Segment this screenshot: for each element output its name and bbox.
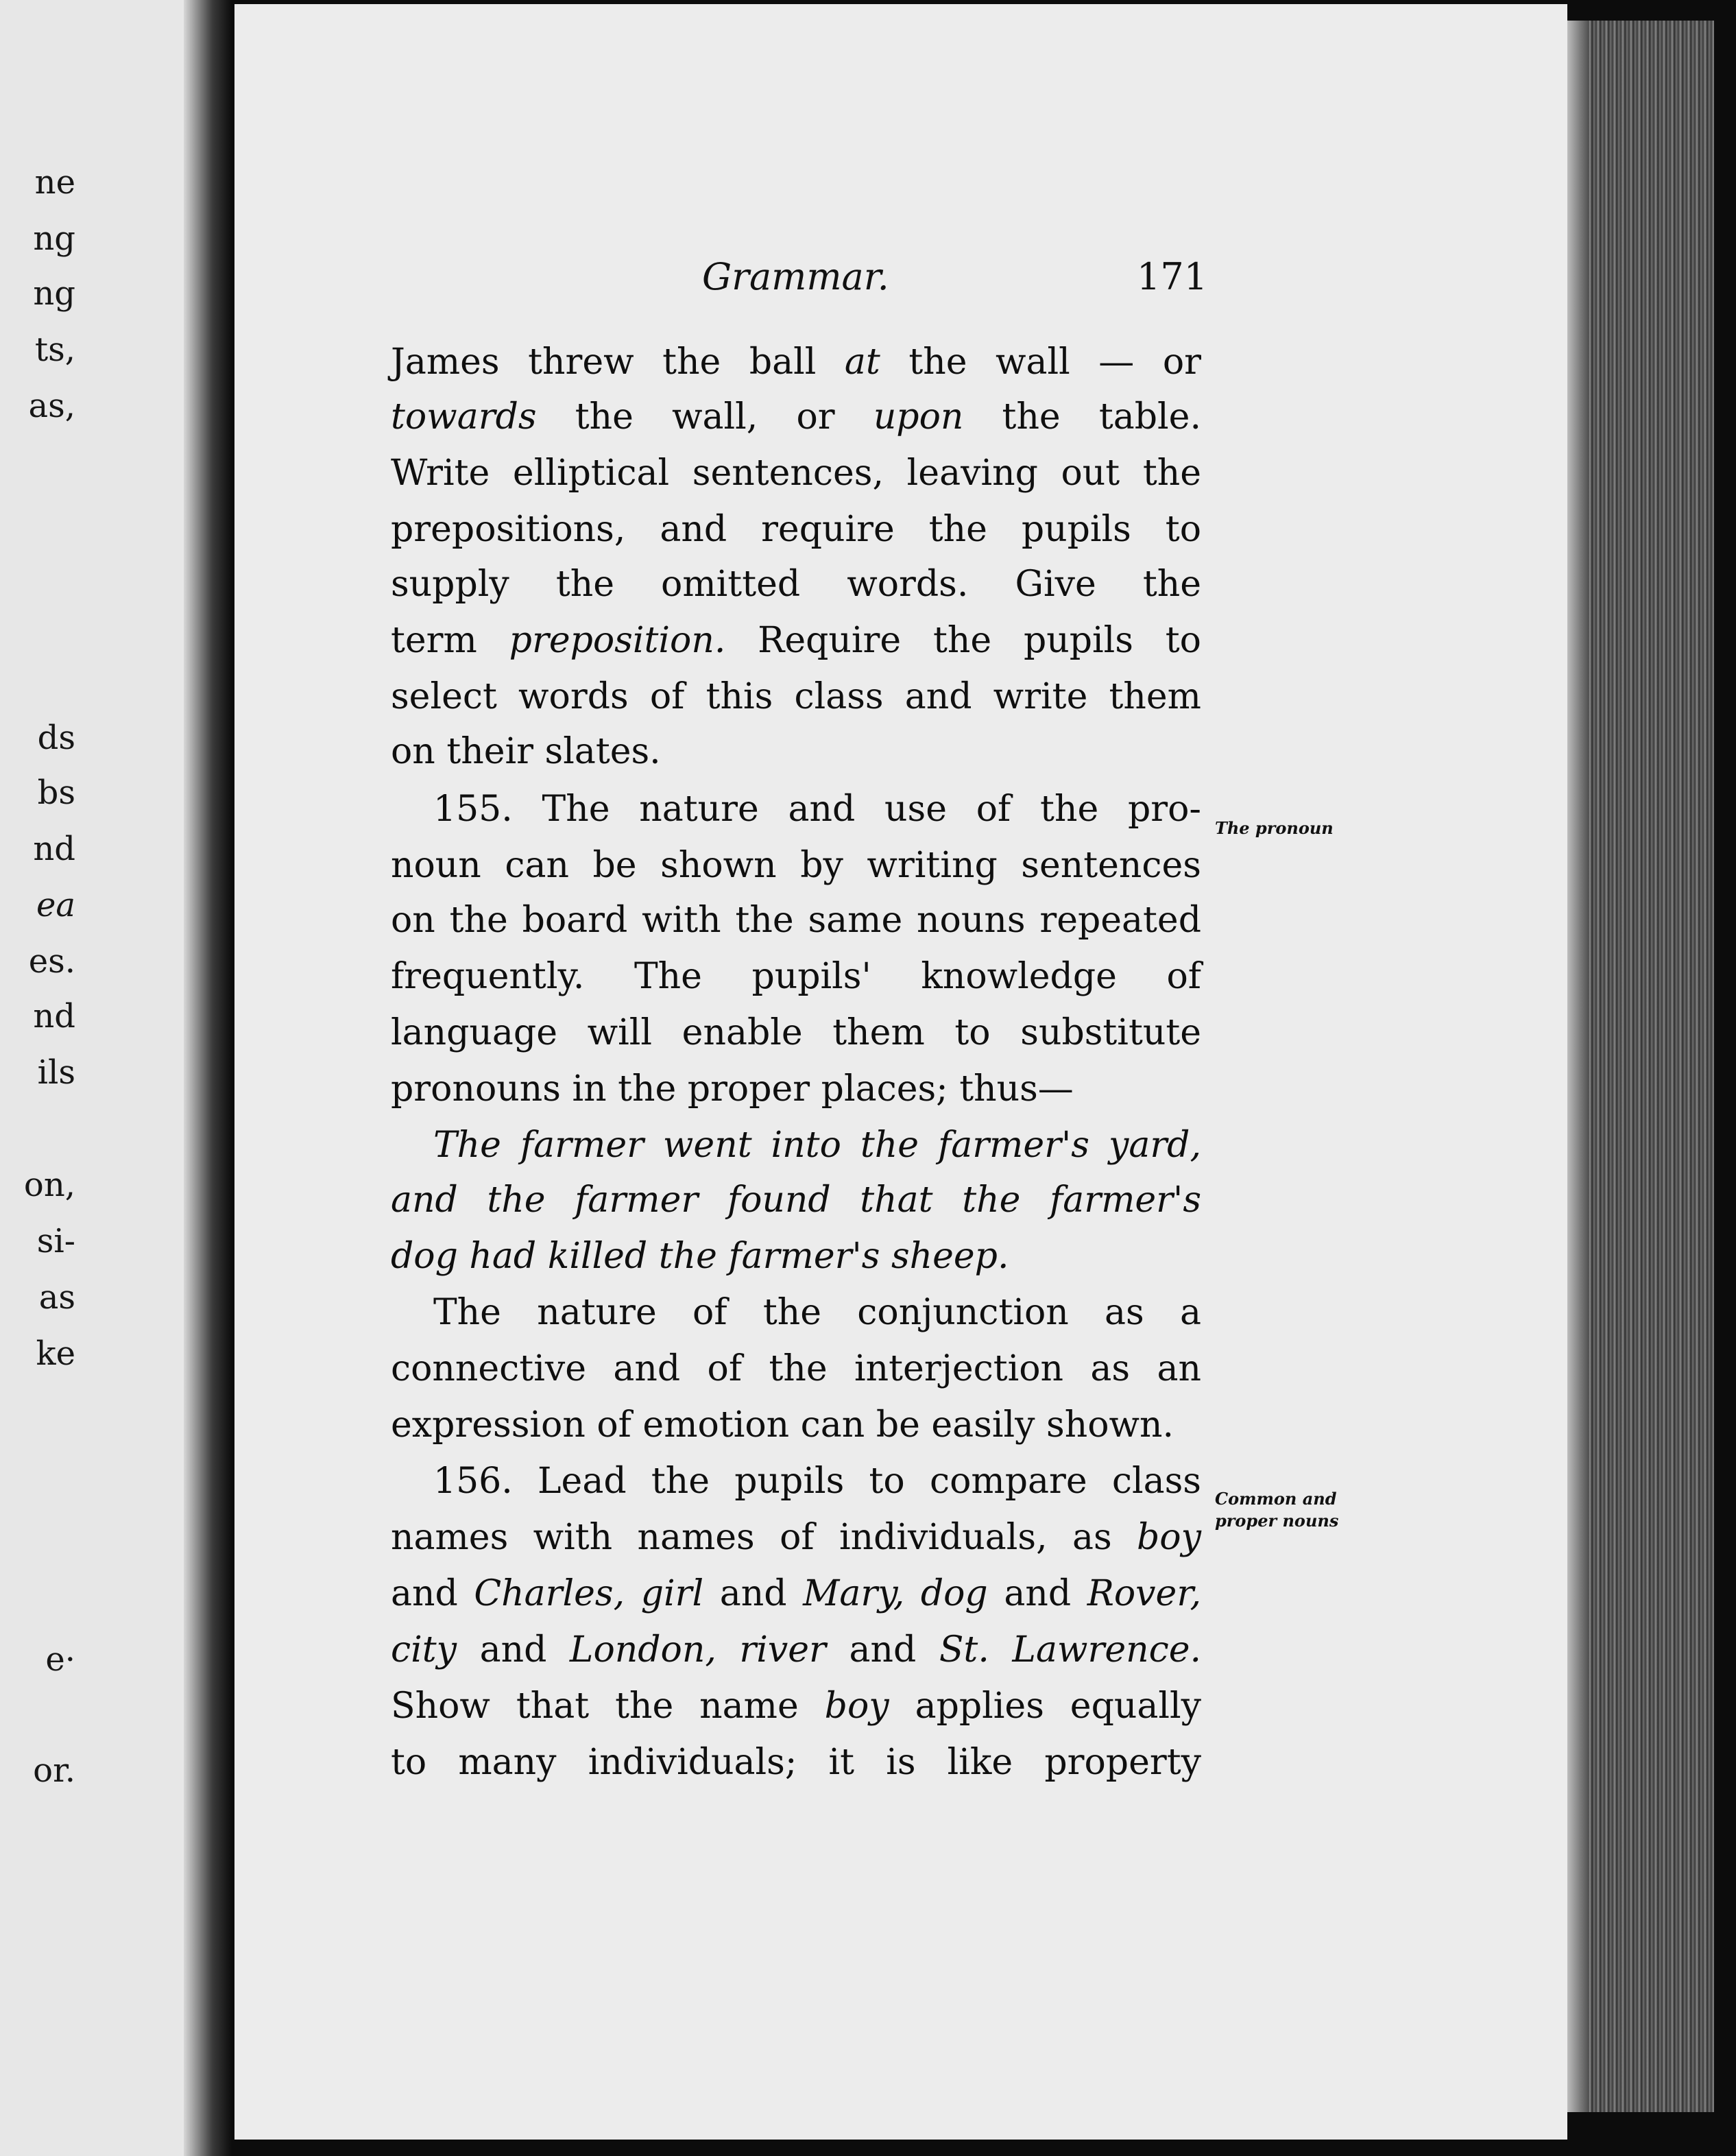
- left-fragment: ts,: [34, 331, 75, 369]
- book-gutter: [184, 0, 232, 2156]
- left-fragment: es.: [28, 942, 75, 981]
- left-fragment: si-: [36, 1222, 75, 1260]
- left-fragment: ds: [37, 719, 75, 757]
- text-line: The nature of the conjunction as a: [433, 1292, 1201, 1333]
- left-fragment: ils: [37, 1053, 75, 1092]
- text-line: on the board with the same nouns repeated: [391, 900, 1201, 941]
- text-line: names with names of individuals, as boy: [391, 1517, 1201, 1558]
- text-line: noun can be shown by writing sentences: [391, 845, 1201, 886]
- left-fragment: on,: [23, 1166, 75, 1204]
- text-line: pronouns in the proper places; thus—: [391, 1068, 1074, 1110]
- left-fragment: ng: [33, 274, 75, 313]
- left-fragment: ea: [36, 886, 75, 924]
- left-fragment: ne: [34, 163, 75, 202]
- text-line: Show that the name boy applies equally: [391, 1686, 1201, 1727]
- text-line: and Charles, girl and Mary, dog and Rover,: [391, 1573, 1202, 1614]
- left-fragment: nd: [33, 997, 75, 1035]
- left-fragment: ke: [36, 1334, 75, 1373]
- text-line: frequently. The pupils' knowledge of: [391, 956, 1201, 997]
- left-fragment: ng: [33, 219, 75, 258]
- left-fragment: as,: [28, 387, 75, 425]
- running-header-title: Grammar.: [702, 255, 889, 298]
- text-line: select words of this class and write them: [391, 676, 1201, 717]
- left-fragment: bs: [37, 774, 75, 812]
- text-line: city and London, river and St. Lawrence.: [391, 1629, 1202, 1670]
- text-line: towards the wall, or upon the table.: [391, 396, 1201, 438]
- text-line: to many individuals; it is like property: [391, 1742, 1201, 1783]
- text-line: Write elliptical sentences, leaving out the: [391, 453, 1201, 494]
- text-line: supply the omitted words. Give the: [391, 564, 1201, 605]
- left-fragment: as: [38, 1278, 75, 1317]
- page-edge-shadow: [1567, 21, 1588, 2112]
- margin-note-pronoun: The pronoun: [1215, 818, 1334, 838]
- page-number: 171: [1137, 255, 1208, 298]
- text-line: expression of emotion can be easily shown.: [391, 1404, 1174, 1446]
- text-line: on their slates.: [391, 731, 661, 772]
- text-line: prepositions, and require the pupils to: [391, 509, 1201, 550]
- text-line: The farmer went into the farmer's yard,: [433, 1125, 1201, 1166]
- margin-note-common: Common and: [1215, 1489, 1337, 1509]
- text-line: James threw the ball at the wall — or: [391, 342, 1201, 383]
- text-line: 156. Lead the pupils to compare class: [433, 1461, 1201, 1502]
- text-line: 155. The nature and use of the pro-: [433, 789, 1201, 830]
- margin-note-proper: proper nouns: [1215, 1511, 1339, 1531]
- text-line: term preposition. Require the pupils to: [391, 620, 1201, 661]
- text-line: language will enable them to substitute: [391, 1012, 1201, 1053]
- page-edge: [1567, 21, 1714, 2112]
- left-fragment: e·: [45, 1640, 75, 1679]
- text-line: dog had killed the farmer's sheep.: [391, 1236, 1009, 1277]
- text-line: connective and of the interjection as an: [391, 1348, 1201, 1389]
- left-fragment: or.: [33, 1751, 75, 1790]
- left-fragment: nd: [33, 830, 75, 868]
- text-line: and the farmer found that the farmer's: [391, 1179, 1201, 1221]
